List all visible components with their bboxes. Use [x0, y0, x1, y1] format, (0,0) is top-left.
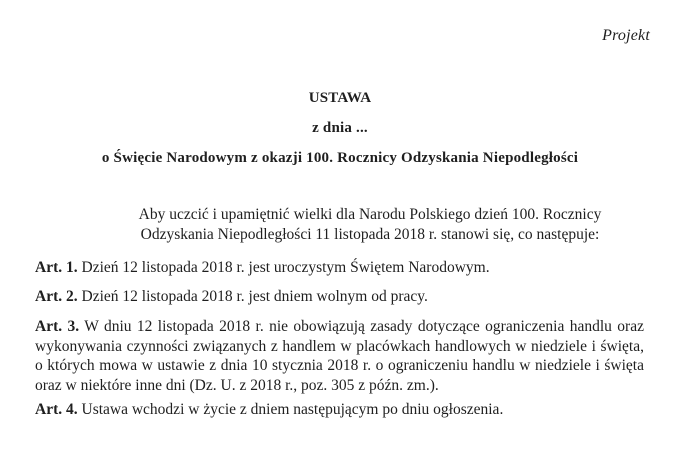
article-text: Ustawa wchodzi w życie z dniem następującym po dniu ogłoszenia.: [81, 401, 504, 418]
article-2: [35, 287, 644, 307]
article-1: [35, 258, 644, 278]
article-text: W dniu 12 listopada 2018 r. nie obowiązują zasady dotyczące ograniczenia handlu oraz wykonywania czynności związanych z handlem w placówkach handlowych w niedziele i święta, o których mowa w ustawie z dnia 10 stycznia 2018 r. o ograniczeniu handlu w niedziele i święta oraz w niektóre inne dni (Dz. U. z 2018 r., poz. 305 z późn. zm.).: [35, 318, 644, 394]
article-text: Dzień 12 listopada 2018 r. jest uroczystym Świętem Narodowym.: [81, 259, 490, 276]
preamble: Aby uczcić i upamiętnić wielki dla Narodu Polskiego dzień 100. Rocznicy Odzyskania Niepodległości 11 listopada 2018 r. stanowi się, co następuje:: [138, 206, 602, 243]
draft-label: Projekt: [602, 27, 650, 44]
date-line: z dnia ...: [312, 120, 368, 136]
article-number: Art. 4.: [35, 401, 78, 418]
article-number: Art. 1.: [35, 259, 78, 276]
article-number: Art. 2.: [35, 288, 78, 305]
article-3: [35, 317, 644, 395]
article-number: Art. 3.: [35, 318, 80, 335]
document-title: USTAWA: [308, 90, 372, 106]
document-subject: o Święcie Narodowym z okazji 100. Rocznicy Odzyskania Niepodległości: [101, 150, 579, 166]
article-text: Dzień 12 listopada 2018 r. jest dniem wolnym od pracy.: [81, 288, 428, 305]
article-4: [35, 400, 644, 420]
